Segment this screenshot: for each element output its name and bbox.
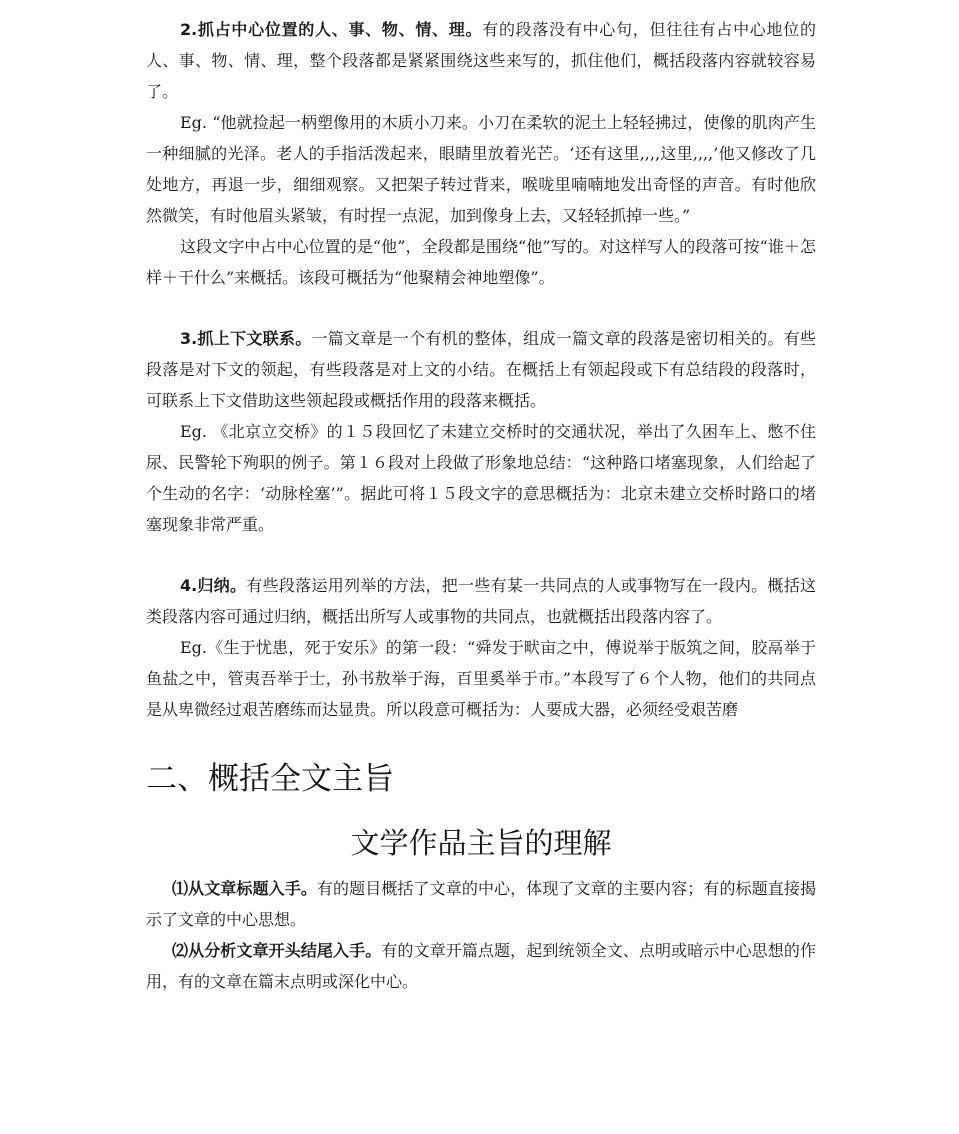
spacer — [146, 293, 816, 323]
paragraph-section-3 — [146, 323, 816, 416]
item-2-lead: ⑵从分析文章开头结尾入手。 — [172, 941, 382, 960]
spacer — [146, 540, 816, 570]
item-1 — [146, 873, 816, 935]
heading-main: 二、概括全文主旨 — [146, 761, 394, 797]
section-3-example: Eg. 《北京立交桥》的１５段回忆了未建立交桥时的交通状况，举出了久困车上、憋不住尿、民警轮下殉职的例子。第１６段对上段做了形象地总结：“这种路口堵塞现象，人们给起了个生动的名字：‘动脉栓塞’”。据此可将１５段文字的意思概括为：北京未建立交桥时路口的堵塞现象非常严重。 — [146, 422, 816, 534]
section-3-body: 一篇文章是一个有机的整体，组成一篇文章的段落是密切相关的。有些段落是对下文的领起，有些段落是对上文的小结。在概括上有领起段或下有总结段的段落时，可联系上下文借助这些领起段或概括作用的段落来概括。 — [146, 329, 816, 410]
section-2-body: 有的段落没有中心句，但往往有占中心地位的人、事、物、情、理，整个段落都是紧紧围绕这些来写的，抓住他们，概括段落内容就较容易了。 — [146, 20, 816, 101]
section-4-lead: 4.归纳。 — [180, 576, 247, 595]
section-2-lead: 2.抓占中心位置的人、事、物、情、理。 — [180, 20, 483, 39]
paragraph-section-4 — [146, 570, 816, 632]
section-4-example: Eg.《生于忧患，死于安乐》的第一段：“舜发于畎亩之中，傅说举于版筑之间，胶鬲举于鱼盐之中，管夷吾举于士，孙书敖举于海，百里奚举于市。”本段写了６个人物，他们的共同点是从卑微经过艰苦磨练而达显贵。所以段意可概括为：人要成大器，必须经受艰苦磨 — [146, 638, 816, 719]
item-2-body: 有的文章开篇点题，起到统领全文、点明或暗示中心思想的作用，有的文章在篇末点明或深化中心。 — [146, 941, 816, 991]
paragraph-section-2 — [146, 14, 816, 107]
item-1-body: 有的题目概括了文章的中心，体现了文章的主要内容；有的标题直接揭示了文章的中心思想。 — [146, 879, 816, 929]
section-4-body: 有些段落运用列举的方法，把一些有某一共同点的人或事物写在一段内。概括这类段落内容可通过归纳，概括出所写人或事物的共同点，也就概括出段落内容了。 — [146, 576, 816, 626]
item-1-lead: ⑴从文章标题入手。 — [172, 879, 317, 898]
section-2-analysis: 这段文字中占中心位置的是“他”，全段都是围绕“他”写的。对这样写人的段落可按“谁＋怎样＋干什么”来概括。该段可概括为“他聚精会神地塑像”。 — [146, 237, 816, 287]
section-2-example: Eg. “他就捡起一柄塑像用的木质小刀来。小刀在柔软的泥土上轻轻拂过，使像的肌肉产生一种细腻的光泽。老人的手指活泼起来，眼睛里放着光芒。‘还有这里,,,,这里,,,,’他又修改了几处地方，再退一步，细细观察。又把架子转过背来，喉咙里喃喃地发出奇怪的声音。有时他欣然微笑，有时他眉头紧皱，有时捏一点泥，加到像身上去，又轻轻抓掉一些。” — [146, 113, 816, 225]
item-2 — [146, 935, 816, 997]
heading-sub: 文学作品主旨的理解 — [350, 826, 612, 860]
section-3-lead: 3.抓上下文联系。 — [180, 329, 312, 348]
document-page — [146, 14, 816, 997]
